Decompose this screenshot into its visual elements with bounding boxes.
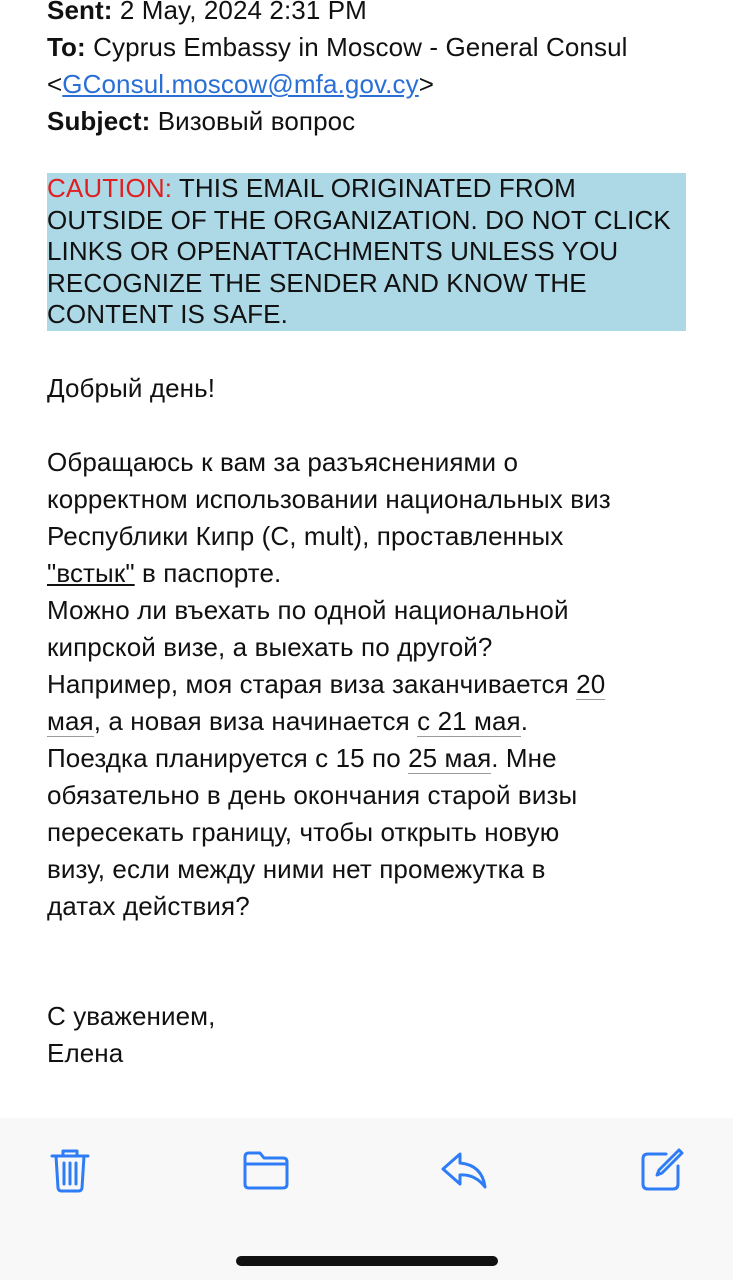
caution-line-3: LINKS OR OPENATTACHMENTS UNLESS YOU	[47, 236, 619, 266]
body-line: Республики Кипр (C, mult), проставленных	[47, 520, 564, 551]
body-text: Например, моя старая виза заканчивается	[47, 668, 577, 699]
delete-button[interactable]	[46, 1148, 94, 1196]
date-link-21-may[interactable]: с 21 мая	[417, 705, 521, 736]
signature-closing: С уважением,	[47, 1000, 216, 1031]
to-label: To:	[47, 32, 86, 62]
body-line: Можно ли въехать по одной национальной	[47, 594, 569, 625]
sent-row	[47, 0, 707, 29]
body-line	[47, 555, 707, 592]
to-email-row	[47, 66, 707, 103]
subject-label: Subject:	[47, 106, 151, 136]
compose-button[interactable]	[638, 1148, 686, 1196]
body-line	[47, 666, 707, 703]
message-body	[47, 444, 707, 925]
body-line: визу, если между ними нет промежутка в	[47, 853, 546, 884]
body-text: .	[520, 705, 529, 736]
caution-line-2: OUTSIDE OF THE ORGANIZATION. DO NOT CLICK	[47, 204, 671, 235]
to-email-link[interactable]: GConsul.moscow@mfa.gov.cy	[62, 69, 419, 99]
body-line: кипрской визе, а выехать по другой?	[47, 631, 493, 662]
caution-label: CAUTION:	[47, 173, 173, 203]
subject-row	[47, 103, 707, 140]
move-to-folder-button[interactable]	[240, 1148, 292, 1196]
body-text: . Мне	[491, 742, 557, 773]
body-text: Поездка планируется с 15 по	[47, 742, 409, 773]
home-indicator[interactable]	[236, 1256, 498, 1266]
caution-banner	[47, 173, 686, 331]
body-text: в паспорте.	[134, 557, 282, 588]
reply-icon	[439, 1149, 489, 1196]
body-line: датах действия?	[47, 890, 250, 921]
body-line: Обращаюсь к вам за разъяснениями о	[47, 446, 519, 477]
caution-text-1: THIS EMAIL ORIGINATED FROM	[172, 173, 576, 203]
to-row	[47, 29, 707, 66]
vstyk-link[interactable]: "встык"	[47, 557, 135, 588]
caution-line-5: CONTENT IS SAFE.	[47, 299, 288, 329]
signature	[47, 998, 707, 1072]
compose-icon	[639, 1147, 685, 1198]
body-text: , а новая виза начинается	[93, 705, 418, 736]
body-line	[47, 703, 707, 740]
body-line: корректном использовании национальных виз	[47, 483, 611, 514]
date-link-may[interactable]: мая	[47, 705, 94, 736]
email-message	[47, 0, 707, 1072]
sent-label: Sent:	[47, 0, 113, 25]
to-open-bracket: <	[47, 69, 63, 99]
greeting: Добрый день!	[47, 372, 216, 403]
subject-value: Визовый вопрос	[157, 106, 356, 136]
body-line	[47, 740, 707, 777]
sent-value: 2 May, 2024 2:31 PM	[119, 0, 367, 25]
caution-line-4: RECOGNIZE THE SENDER AND KNOW THE	[47, 267, 587, 298]
to-close-bracket: >	[418, 69, 435, 99]
trash-icon	[48, 1146, 92, 1199]
signature-name: Елена	[47, 1037, 124, 1068]
caution-line-1	[47, 173, 686, 205]
folder-icon	[241, 1149, 291, 1196]
bottom-toolbar	[0, 1118, 733, 1280]
body-line: пересекать границу, чтобы открыть новую	[47, 816, 560, 847]
to-name: Cyprus Embassy in Moscow - General Consul	[93, 32, 628, 62]
date-link-20[interactable]: 20	[576, 668, 606, 699]
reply-button[interactable]	[438, 1148, 490, 1196]
body-line: обязательно в день окончания старой визы	[47, 779, 578, 810]
date-link-25-may[interactable]: 25 мая	[408, 742, 492, 773]
